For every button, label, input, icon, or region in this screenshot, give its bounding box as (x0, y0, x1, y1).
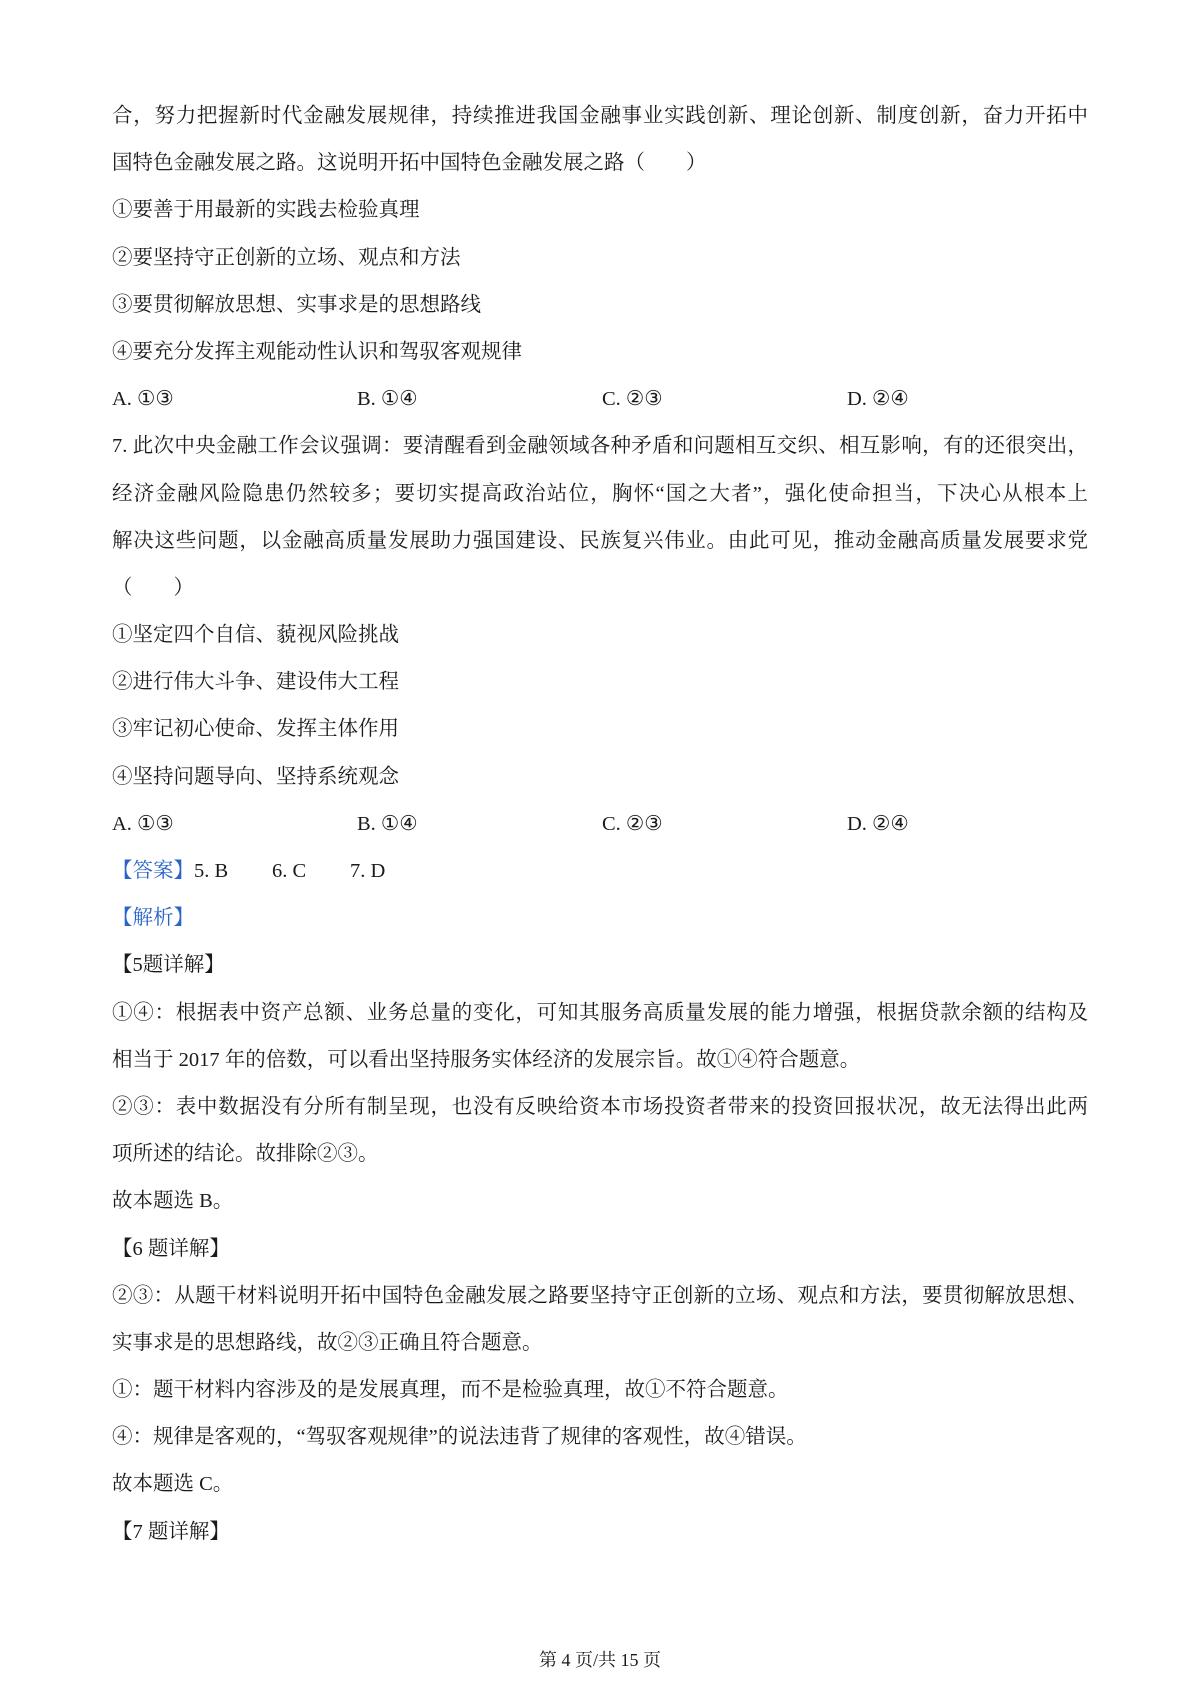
q7-choices (112, 801, 1088, 848)
q6-statement-4: ④要充分发挥主观能动性认识和驾驭客观规律 (112, 340, 522, 363)
q7-stem-line-2: 经济金融风险隐患仍然较多；要切实提高政治站位，胸怀“国之大者”，强化使命担当，下决心从根本上 (112, 482, 1088, 505)
q6-detail-line-5: 故本题选 C。 (112, 1473, 234, 1496)
q6-stem-line-1: 合，努力把握新时代金融发展规律，持续推进我国金融事业实践创新、理论创新、制度创新，奋力开拓中 (112, 105, 1088, 127)
answer-item-6: 6. C (272, 860, 307, 882)
answer-item-7: 7. D (350, 860, 386, 882)
q7-statement-4: ④坚持问题导向、坚持系统观念 (112, 765, 399, 788)
q6-statement-2: ②要坚持守正创新的立场、观点和方法 (112, 246, 461, 269)
document-body (112, 93, 1088, 1556)
q6-detail-line-2: 实事求是的思想路线，故②③正确且符合题意。 (112, 1331, 543, 1354)
answer-row (112, 848, 1088, 895)
q6-choices (112, 376, 1088, 423)
q6-statement-1: ①要善于用最新的实践去检验真理 (112, 199, 420, 222)
q7-choice-a: A. ①③ (112, 812, 174, 835)
q5-detail-line-2: 相当于 2017 年的倍数，可以看出坚持服务实体经济的发展宗旨。故①④符合题意。 (112, 1048, 861, 1071)
q6-choice-a: A. ①③ (112, 388, 174, 411)
q6-detail-heading: 【6 题详解】 (112, 1237, 230, 1260)
answer-label: 【答案】 (112, 860, 194, 882)
q7-statement-3: ③牢记初心使命、发挥主体作用 (112, 718, 399, 741)
q7-detail-heading: 【7 题详解】 (112, 1520, 230, 1543)
answer-item-5: 5. B (194, 860, 229, 882)
q6-detail-line-3: ①：题干材料内容涉及的是发展真理，而不是检验真理，故①不符合题意。 (112, 1379, 789, 1402)
q7-statement-1: ①坚定四个自信、藐视风险挑战 (112, 624, 399, 647)
q5-detail-line-5: 故本题选 B。 (112, 1190, 234, 1213)
q6-choice-b: B. ①④ (357, 388, 418, 411)
q6-statement-3: ③要贯彻解放思想、实事求是的思想路线 (112, 293, 481, 316)
q6-detail-line-1: ②③：从题干材料说明开拓中国特色金融发展之路要坚持守正创新的立场、观点和方法，要贯彻解放思想、 (112, 1284, 1088, 1307)
analysis-label: 【解析】 (112, 907, 194, 930)
q7-stem-line-4: （ ） (112, 576, 194, 599)
q6-stem-line-2: 国特色金融发展之路。这说明开拓中国特色金融发展之路（ ） (112, 152, 707, 175)
q6-choice-c: C. ②③ (602, 388, 663, 411)
page-footer: 第 4 页/共 15 页 (538, 1650, 661, 1670)
q7-choice-c: C. ②③ (602, 812, 663, 835)
q6-detail-line-4: ④：规律是客观的，“驾驭客观规律”的说法违背了规律的客观性，故④错误。 (112, 1426, 807, 1449)
q6-choice-d: D. ②④ (847, 388, 909, 411)
q7-choice-b: B. ①④ (357, 812, 418, 835)
q7-stem-line-3: 解决这些问题，以金融高质量发展助力强国建设、民族复兴伟业。由此可见，推动金融高质量发展要求党 (112, 529, 1088, 552)
q7-choice-d: D. ②④ (847, 812, 909, 835)
q5-detail-line-1: ①④：根据表中资产总额、业务总量的变化，可知其服务高质量发展的能力增强，根据贷款余额的结构及 (112, 1001, 1088, 1024)
q5-detail-heading: 【5题详解】 (112, 954, 225, 977)
q7-statement-2: ②进行伟大斗争、建设伟大工程 (112, 671, 399, 694)
q5-detail-line-3: ②③：表中数据没有分所有制呈现，也没有反映给资本市场投资者带来的投资回报状况，故无法得出此两 (112, 1095, 1088, 1118)
q7-stem-line-1: 7. 此次中央金融工作会议强调：要清醒看到金融领域各种矛盾和问题相互交织、相互影响，有的还很突出， (112, 435, 1088, 458)
q5-detail-line-4: 项所述的结论。故排除②③。 (112, 1143, 379, 1166)
